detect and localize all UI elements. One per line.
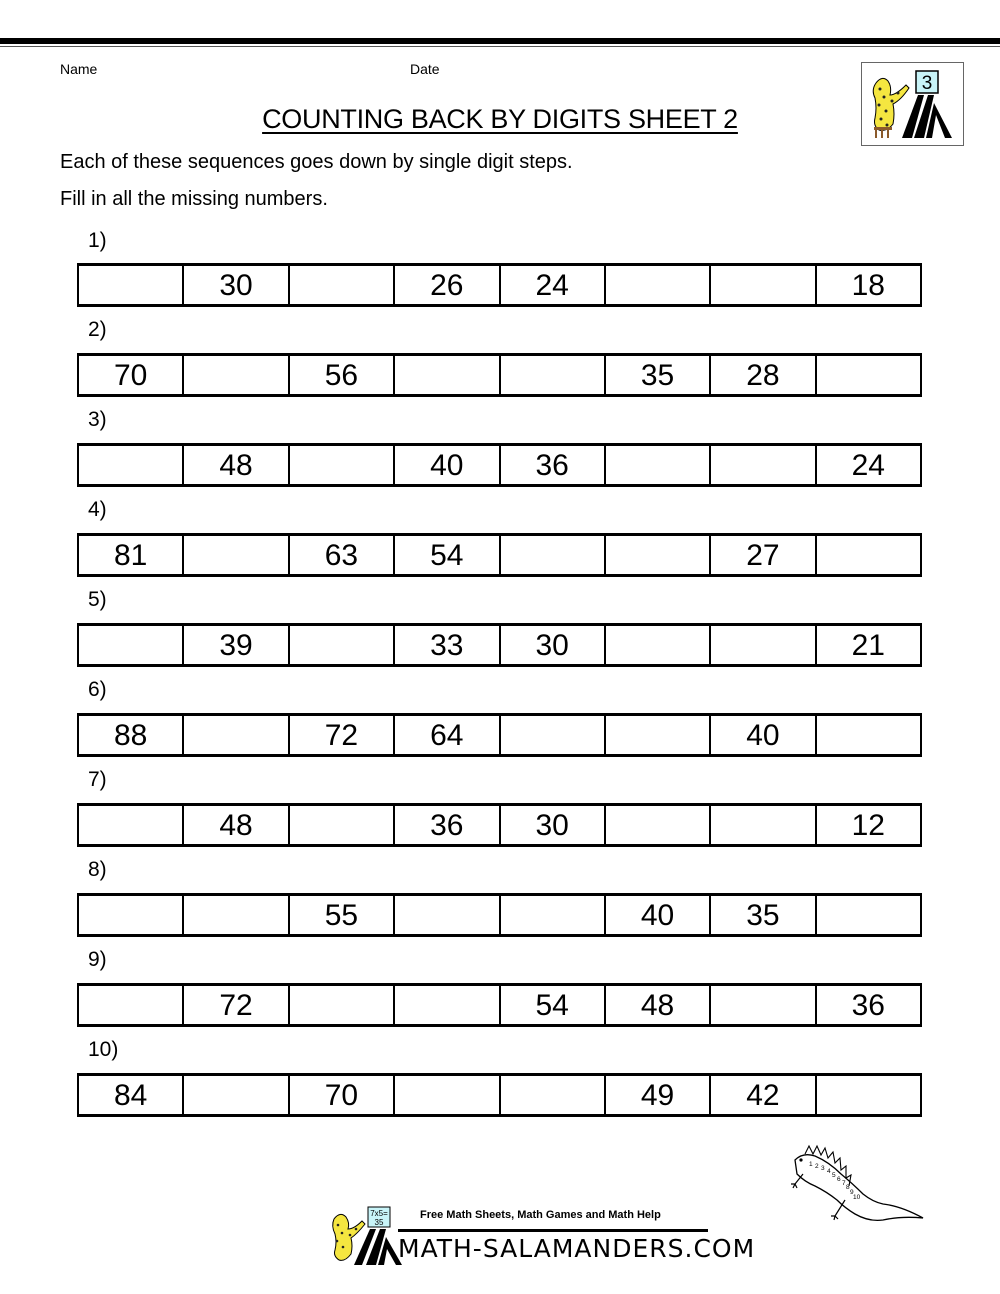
given-number-cell: 27 xyxy=(711,536,816,574)
answer-blank-cell[interactable] xyxy=(606,446,711,484)
answer-blank-cell[interactable] xyxy=(817,536,920,574)
question-number: 10) xyxy=(88,1038,119,1061)
sequence-row xyxy=(77,353,922,397)
answer-blank-cell[interactable] xyxy=(79,896,184,934)
answer-blank-cell[interactable] xyxy=(79,806,184,844)
given-number-cell: 35 xyxy=(606,356,711,394)
answer-blank-cell[interactable] xyxy=(395,356,500,394)
answer-blank-cell[interactable] xyxy=(184,716,289,754)
answer-blank-cell[interactable] xyxy=(395,1076,500,1114)
top-rule-thin xyxy=(0,46,1000,47)
svg-text:2: 2 xyxy=(815,1163,819,1170)
svg-text:8: 8 xyxy=(846,1184,850,1191)
svg-text:5: 5 xyxy=(832,1172,836,1179)
svg-text:1: 1 xyxy=(809,1161,813,1168)
answer-blank-cell[interactable] xyxy=(79,626,184,664)
answer-blank-cell[interactable] xyxy=(501,716,606,754)
given-number-cell: 42 xyxy=(711,1076,816,1114)
given-number-cell: 48 xyxy=(606,986,711,1024)
top-rule-thick xyxy=(0,38,1000,44)
given-number-cell: 56 xyxy=(290,356,395,394)
svg-text:10: 10 xyxy=(853,1194,861,1201)
given-number-cell: 72 xyxy=(184,986,289,1024)
given-number-cell: 30 xyxy=(501,626,606,664)
answer-blank-cell[interactable] xyxy=(79,986,184,1024)
given-number-cell: 18 xyxy=(851,269,885,302)
given-number-cell: 70 xyxy=(290,1076,395,1114)
question-number: 2) xyxy=(88,318,107,341)
answer-blank-cell[interactable] xyxy=(817,356,920,394)
salamander-icon xyxy=(785,1138,935,1238)
answer-blank-cell[interactable] xyxy=(501,536,606,574)
date-label: Date xyxy=(410,61,440,77)
given-number-cell: 36 xyxy=(501,446,606,484)
sequence-row xyxy=(77,893,922,937)
page-title: COUNTING BACK BY DIGITS SHEET 2 xyxy=(262,104,738,134)
sequence-row xyxy=(77,623,922,667)
answer-blank-cell[interactable] xyxy=(184,356,289,394)
svg-text:7: 7 xyxy=(842,1180,846,1187)
given-number-cell: 36 xyxy=(851,989,885,1022)
given-number-cell: 30 xyxy=(184,266,289,304)
answer-blank-cell[interactable] xyxy=(606,536,711,574)
given-number-cell: 48 xyxy=(184,806,289,844)
answer-blank-cell[interactable] xyxy=(395,986,500,1024)
question-number: 8) xyxy=(88,858,107,881)
answer-blank-cell[interactable] xyxy=(606,716,711,754)
given-number-cell: 40 xyxy=(395,446,500,484)
sequence-row xyxy=(77,713,922,757)
given-number-cell: 40 xyxy=(711,716,816,754)
svg-text:35: 35 xyxy=(374,1218,384,1227)
svg-text:4: 4 xyxy=(827,1168,831,1175)
given-number-cell: 26 xyxy=(395,266,500,304)
footer-site-name: MATH-SALAMANDERS.COM xyxy=(398,1234,756,1263)
answer-blank-cell[interactable] xyxy=(501,1076,606,1114)
answer-blank-cell[interactable] xyxy=(606,806,711,844)
name-label: Name xyxy=(60,61,98,77)
given-number-cell: 64 xyxy=(395,716,500,754)
given-number-cell: 72 xyxy=(290,716,395,754)
given-number-cell: 54 xyxy=(501,986,606,1024)
sequence-row xyxy=(77,533,922,577)
sequence-row xyxy=(77,1073,922,1117)
given-number-cell: 63 xyxy=(290,536,395,574)
answer-blank-cell[interactable] xyxy=(711,626,816,664)
answer-blank-cell[interactable] xyxy=(711,266,816,304)
answer-blank-cell[interactable] xyxy=(501,896,606,934)
given-number-cell: 24 xyxy=(501,266,606,304)
answer-blank-cell[interactable] xyxy=(817,716,920,754)
question-number: 7) xyxy=(88,768,107,791)
instruction-1: Each of these sequences goes down by single digit steps. xyxy=(60,151,573,173)
given-number-cell: 35 xyxy=(711,896,816,934)
question-number: 6) xyxy=(88,678,107,701)
given-number-cell: 81 xyxy=(79,536,184,574)
answer-blank-cell[interactable] xyxy=(711,986,816,1024)
svg-text:7x5=: 7x5= xyxy=(370,1209,388,1218)
sequence-row xyxy=(77,983,922,1027)
given-number-cell: 36 xyxy=(395,806,500,844)
answer-blank-cell[interactable] xyxy=(79,266,184,304)
given-number-cell: 33 xyxy=(395,626,500,664)
svg-text:3: 3 xyxy=(821,1165,825,1172)
given-number-cell: 12 xyxy=(851,809,885,842)
answer-blank-cell[interactable] xyxy=(290,626,395,664)
answer-blank-cell[interactable] xyxy=(184,896,289,934)
footer-tagline: Free Math Sheets, Math Games and Math Help xyxy=(420,1209,661,1221)
answer-blank-cell[interactable] xyxy=(290,266,395,304)
given-number-cell: 30 xyxy=(501,806,606,844)
given-number-cell: 55 xyxy=(290,896,395,934)
given-number-cell: 54 xyxy=(395,536,500,574)
given-number-cell: 49 xyxy=(606,1076,711,1114)
answer-blank-cell[interactable] xyxy=(606,626,711,664)
given-number-cell: 70 xyxy=(79,356,184,394)
instruction-2: Fill in all the missing numbers. xyxy=(60,188,328,210)
given-number-cell: 28 xyxy=(711,356,816,394)
grade-number: 3 xyxy=(921,73,933,94)
answer-blank-cell[interactable] xyxy=(395,896,500,934)
svg-text:6: 6 xyxy=(837,1176,841,1183)
sequence-row xyxy=(77,263,922,307)
answer-blank-cell[interactable] xyxy=(290,806,395,844)
given-number-cell: 48 xyxy=(184,446,289,484)
given-number-cell: 24 xyxy=(851,449,885,482)
question-number: 4) xyxy=(88,498,107,521)
question-number: 9) xyxy=(88,948,107,971)
answer-blank-cell[interactable] xyxy=(184,536,289,574)
answer-blank-cell[interactable] xyxy=(501,356,606,394)
sequence-row xyxy=(77,443,922,487)
given-number-cell: 84 xyxy=(79,1076,184,1114)
answer-blank-cell[interactable] xyxy=(606,266,711,304)
answer-blank-cell[interactable] xyxy=(290,446,395,484)
question-number: 1) xyxy=(88,229,107,252)
answer-blank-cell[interactable] xyxy=(290,986,395,1024)
salamander-illustration xyxy=(785,1138,935,1238)
answer-blank-cell[interactable] xyxy=(79,446,184,484)
answer-blank-cell[interactable] xyxy=(184,1076,289,1114)
answer-blank-cell[interactable] xyxy=(817,896,920,934)
given-number-cell: 21 xyxy=(851,629,885,662)
given-number-cell: 40 xyxy=(606,896,711,934)
footer-divider xyxy=(398,1229,708,1232)
answer-blank-cell[interactable] xyxy=(711,446,816,484)
svg-text:9: 9 xyxy=(850,1189,854,1196)
sequence-row xyxy=(77,803,922,847)
answer-blank-cell[interactable] xyxy=(817,1076,920,1114)
answer-blank-cell[interactable] xyxy=(711,806,816,844)
given-number-cell: 39 xyxy=(184,626,289,664)
question-number: 5) xyxy=(88,588,107,611)
given-number-cell: 88 xyxy=(79,716,184,754)
question-number: 3) xyxy=(88,408,107,431)
